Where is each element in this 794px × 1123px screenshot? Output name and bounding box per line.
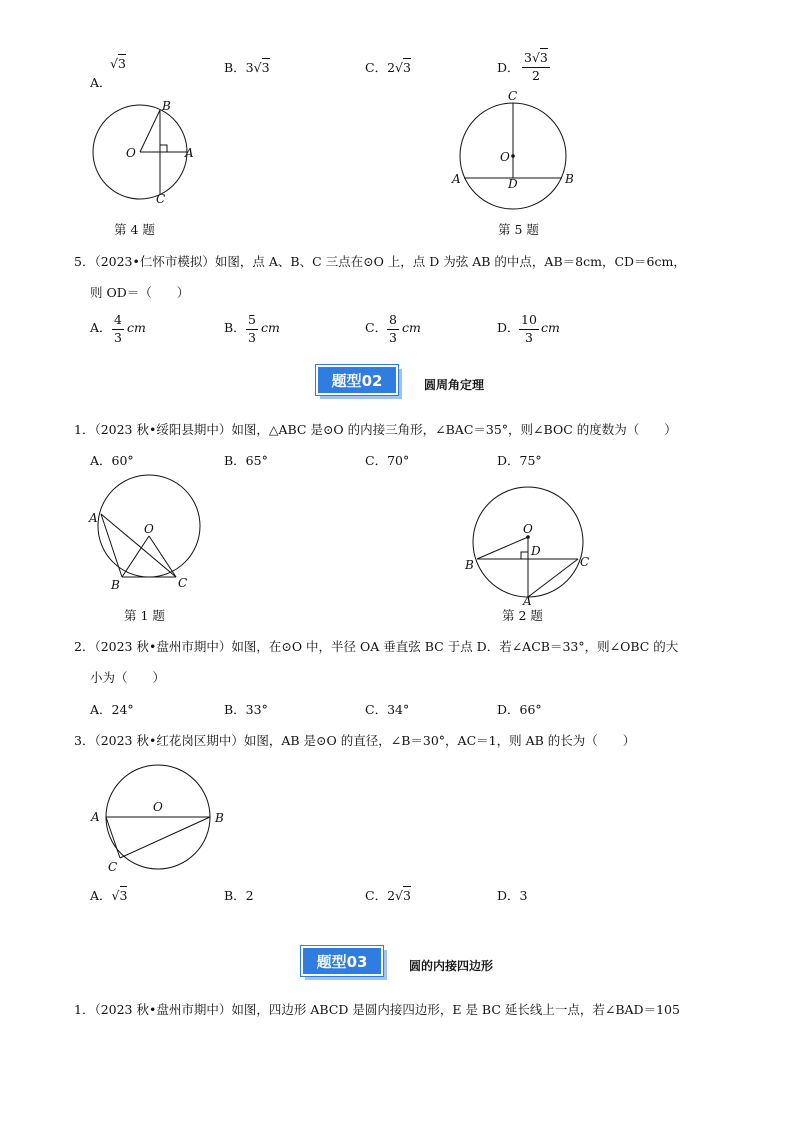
s2q3-text: 3．（2023 秋•红花岗区期中）如图，AB 是⊙O 的直径，∠B＝30°，AC＝1，则 AB 的长为（ ） xyxy=(74,733,636,748)
section-02-badge: 题型02 xyxy=(316,365,402,399)
q5-option-c-fraction: $\frac{8}{3}$ xyxy=(389,312,397,345)
s2q1-option-a: A．60° xyxy=(90,453,134,468)
fig5-label-d: D xyxy=(508,177,518,191)
s2q2-text-line2: 小为（ ） xyxy=(90,670,166,685)
option-a: A． xyxy=(90,75,112,90)
fig4-caption: 第 4 题 xyxy=(114,222,155,237)
q5-text-line2: 则 OD＝（ ） xyxy=(90,285,190,300)
fig5-label-a: A xyxy=(452,172,461,186)
q5-option-d-unit: cm xyxy=(541,320,560,335)
option-d-label: D． xyxy=(497,60,520,75)
fig4-right-angle xyxy=(160,145,167,152)
q5-option-a-fraction: $\frac{4}{3}$ xyxy=(114,312,122,345)
fig4-label-b: B xyxy=(162,99,171,113)
fig3-label-a: A xyxy=(91,810,100,824)
s2q2-text-line1: 2．（2023 秋•盘州市期中）如图，在⊙O 中，半径 OA 垂直弦 BC 于点 D．若∠ACB＝33°，则∠OBC 的大 xyxy=(74,639,679,654)
fig5-label-o: O xyxy=(500,150,510,164)
section-03-badge: 题型03 xyxy=(301,946,387,980)
option-d-fraction: $\frac{3√3}{2}$ xyxy=(524,50,548,83)
fig2-label-o: O xyxy=(523,522,533,536)
s2q2-option-d: D．66° xyxy=(497,702,542,717)
fig3-label-o: O xyxy=(153,800,163,814)
option-a-radical: √3 xyxy=(110,56,126,71)
fig4-radius-ob xyxy=(140,110,160,152)
fig2-label-c: C xyxy=(580,555,590,569)
q5-option-d-label: D． xyxy=(497,320,520,335)
fig2-label-d: D xyxy=(531,544,541,558)
fig1-label-b: B xyxy=(111,578,120,592)
q5-option-c-unit: cm xyxy=(402,320,421,335)
q5-option-a-label: A． xyxy=(90,320,112,335)
fig1-caption: 第 1 题 xyxy=(124,608,165,623)
section-02-title: 圆周角定理 xyxy=(424,378,485,392)
s2q3-option-c: C．2√3 xyxy=(365,888,411,903)
q5-text-line1: 5．（2023•仁怀市模拟）如图，点 A、B、C 三点在⊙O 上，点 D 为弦 AB 的中点，AB＝8cm，CD＝6cm， xyxy=(74,254,686,269)
s2q2-option-c: C．34° xyxy=(365,702,410,717)
s2q1-option-d: D．75° xyxy=(497,453,542,468)
fig3-label-c: C xyxy=(108,860,118,874)
s2q3-option-d: D．3 xyxy=(497,888,528,903)
fig1-label-a: A xyxy=(89,511,98,525)
fig4-label-a: A xyxy=(185,146,194,160)
s2q2-option-a: A．24° xyxy=(90,702,134,717)
fig3-label-b: B xyxy=(215,811,224,825)
q5-option-b-label: B． xyxy=(224,320,246,335)
fig5-caption: 第 5 题 xyxy=(498,222,539,237)
section-03-title: 圆的内接四边形 xyxy=(409,959,494,973)
fig5-label-c: C xyxy=(508,89,518,103)
fig5-center-dot xyxy=(511,154,515,158)
fig2-label-a: A xyxy=(523,594,532,608)
q5-option-b-unit: cm xyxy=(261,320,280,335)
fig2-caption: 第 2 题 xyxy=(502,608,543,623)
s2q1-option-c: C．70° xyxy=(365,453,410,468)
fig4-label-c: C xyxy=(156,192,166,206)
s2q1-text: 1．（2023 秋•绥阳县期中）如图，△ABC 是⊙O 的内接三角形，∠BAC＝35°，则∠BOC 的度数为（ ） xyxy=(74,422,677,437)
option-c: C．2√3 xyxy=(365,60,411,75)
q5-option-d-fraction: $\frac{10}{3}$ xyxy=(521,312,537,345)
s2q3-option-a: A．√3 xyxy=(90,888,128,903)
fig2-right-angle xyxy=(521,552,528,559)
s2q3-option-b: B．2 xyxy=(224,888,254,903)
s2q2-option-b: B．33° xyxy=(224,702,268,717)
fig1-label-c: C xyxy=(178,576,188,590)
fig4-label-o: O xyxy=(126,146,136,160)
fig5-label-b: B xyxy=(565,172,574,186)
option-b: B．3√3 xyxy=(224,60,270,75)
fig1-label-o: O xyxy=(144,522,154,536)
q5-option-c-label: C． xyxy=(365,320,388,335)
q5-option-b-fraction: $\frac{5}{3}$ xyxy=(248,312,256,345)
q5-option-a-unit: cm xyxy=(127,320,146,335)
s3q1-text: 1．（2023 秋•盘州市期中）如图，四边形 ABCD 是圆内接四边形，E 是 BC 延长线上一点，若∠BAD＝105 xyxy=(74,1002,680,1017)
fig2-label-b: B xyxy=(465,558,474,572)
s2q1-option-b: B．65° xyxy=(224,453,268,468)
